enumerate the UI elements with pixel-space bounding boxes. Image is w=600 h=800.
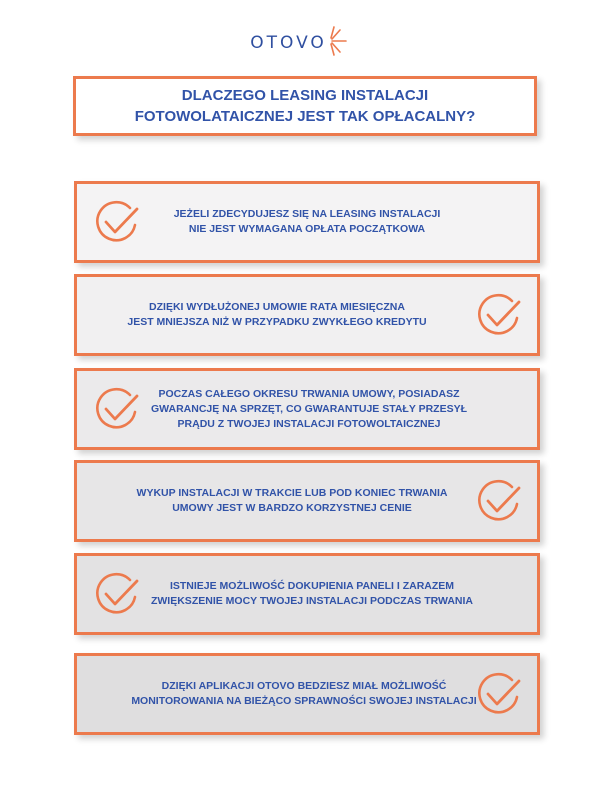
- card-line: MONITOROWANIA NA BIEŻĄCO SPRAWNOŚCI SWOJEJ INSTALACJI: [131, 695, 477, 707]
- card-line: PRĄDU Z TWOJEJ INSTALACJI FOTOWOLTAICZNEJ: [177, 417, 441, 430]
- card-line: ISTNIEJE MOŻLIWOŚĆ DOKUPIENIA PANELI I ZARAZEM: [169, 580, 455, 592]
- check-circle-icon: [471, 474, 525, 528]
- brand-logo: [0, 30, 600, 56]
- page-title: [73, 76, 537, 136]
- benefit-card: [74, 274, 540, 356]
- card-line: JEŻELI ZDECYDUJESZ SIĘ NA LEASING INSTALACJI: [173, 208, 441, 220]
- benefit-card: [74, 653, 540, 735]
- check-circle-icon: [89, 567, 143, 621]
- card-line: UMOWY JEST W BARDZO KORZYSTNEJ CENIE: [172, 502, 412, 514]
- benefit-card: [74, 368, 540, 450]
- card-line: DZIĘKI APLIKACJI OTOVO BEDZIESZ MIAŁ MOŻLIWOŚĆ: [161, 680, 447, 692]
- check-circle-icon: [89, 382, 143, 436]
- benefit-card: [74, 181, 540, 263]
- check-circle-icon: [471, 667, 525, 721]
- card-line: JEST MNIEJSZA NIŻ W PRZYPADKU ZWYKŁEGO KREDYTU: [127, 316, 427, 328]
- benefit-card: [74, 460, 540, 542]
- logo-text: OTOVO: [250, 33, 327, 53]
- title-line-2: FOTOWOLATAICZNEJ JEST TAK OPŁACALNY?: [134, 108, 476, 125]
- card-line: NIE JEST WYMAGANA OPŁATA POCZĄTKOWA: [188, 223, 426, 235]
- check-circle-icon: [471, 288, 525, 342]
- card-line: WYKUP INSTALACJI W TRAKCIE LUB POD KONIEC TRWANIA: [136, 487, 448, 499]
- card-line: POCZAS CAŁEGO OKRESU TRWANIA UMOWY, POSIADASZ: [158, 387, 460, 400]
- title-line-1: DLACZEGO LEASING INSTALACJI: [181, 87, 429, 104]
- benefit-card: [74, 553, 540, 635]
- check-circle-icon: [89, 195, 143, 249]
- card-line: ZWIĘKSZENIE MOCY TWOJEJ INSTALACJI PODCZAS TRWANIA: [150, 595, 474, 607]
- card-line: GWARANCJĘ NA SPRZĘT, CO GWARANTUJE STAŁY PRZESYŁ: [151, 402, 467, 415]
- card-line: DZIĘKI WYDŁUŻONEJ UMOWIE RATA MIESIĘCZNA: [149, 301, 405, 313]
- sun-rays-icon: [328, 26, 350, 56]
